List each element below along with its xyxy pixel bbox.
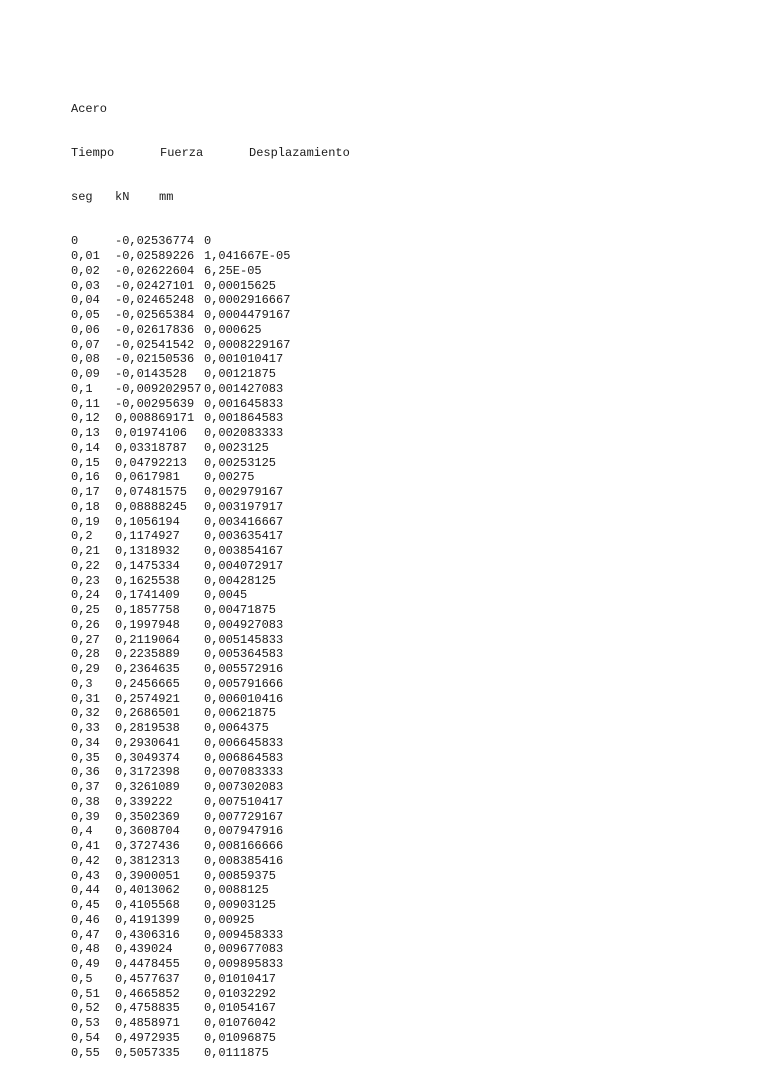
table-row (71, 987, 731, 1002)
cell-desplazamiento: 0,006645833 (204, 735, 284, 750)
table-row (71, 308, 731, 323)
cell-fuerza: -0,02427101 (115, 278, 195, 293)
cell-fuerza: -0,02536774 (115, 234, 195, 249)
table-row (71, 441, 731, 456)
table-row (71, 839, 731, 854)
column-headers (71, 146, 731, 161)
cell-desplazamiento: 0,007510417 (204, 794, 284, 809)
cell-fuerza: 0,3172398 (115, 765, 180, 780)
cell-tiempo: 0,54 (71, 1030, 100, 1045)
cell-desplazamiento: 0,005145833 (204, 632, 284, 647)
cell-desplazamiento: 0,00275 (204, 470, 255, 485)
cell-tiempo: 0,39 (71, 809, 100, 824)
cell-tiempo: 0,27 (71, 632, 100, 647)
cell-desplazamiento: 0,003416667 (204, 514, 284, 529)
cell-desplazamiento: 0,007947916 (204, 824, 284, 839)
table-row (71, 500, 731, 515)
cell-fuerza: 0,2574921 (115, 691, 180, 706)
cell-fuerza: 0,4191399 (115, 912, 180, 927)
cell-tiempo: 0,05 (71, 308, 100, 322)
cell-desplazamiento: 0,001864583 (204, 411, 284, 426)
cell-fuerza: 0,439024 (115, 942, 173, 957)
table-row (71, 662, 731, 677)
cell-tiempo: 0,44 (71, 883, 100, 898)
cell-tiempo: 0,3 (71, 676, 93, 691)
cell-tiempo: 0,15 (71, 455, 100, 470)
document-title: Acero (71, 101, 108, 116)
cell-desplazamiento: 0,0088125 (204, 883, 269, 898)
cell-tiempo: 0,18 (71, 499, 100, 514)
cell-tiempo: 0,2 (71, 529, 93, 544)
table-row (71, 706, 731, 721)
table-row (71, 293, 731, 308)
cell-fuerza: 0,339222 (115, 794, 173, 809)
cell-tiempo: 0,06 (71, 322, 100, 337)
cell-tiempo: 0,53 (71, 1016, 100, 1030)
cell-desplazamiento: 0,008166666 (204, 839, 284, 853)
cell-desplazamiento: 0,0004479167 (204, 308, 291, 322)
cell-tiempo: 0,12 (71, 411, 100, 426)
cell-desplazamiento: 0,007083333 (204, 765, 284, 780)
cell-desplazamiento: 0,00471875 (204, 603, 277, 617)
table-row (71, 913, 731, 928)
table-row (71, 633, 731, 648)
cell-tiempo: 0,16 (71, 470, 100, 485)
cell-desplazamiento: 0,009895833 (204, 957, 284, 971)
table-row (71, 1001, 731, 1016)
cell-tiempo: 0,11 (71, 396, 100, 411)
cell-fuerza: 0,03318787 (115, 440, 188, 455)
table-row (71, 795, 731, 810)
cell-tiempo: 0,09 (71, 367, 100, 381)
cell-fuerza: 0,1318932 (115, 544, 180, 558)
cell-desplazamiento: 0,009458333 (204, 927, 284, 942)
cell-desplazamiento: 0,006010416 (204, 691, 284, 706)
table-row (71, 810, 731, 825)
table-row (71, 883, 731, 898)
cell-tiempo: 0,41 (71, 839, 100, 853)
table-row (71, 588, 731, 603)
cell-fuerza: -0,02541542 (115, 337, 195, 352)
cell-desplazamiento: 0,003854167 (204, 544, 284, 558)
cell-fuerza: 0,1857758 (115, 603, 180, 617)
unit-seg: seg (71, 190, 93, 204)
cell-desplazamiento: 0,005364583 (204, 647, 284, 662)
cell-fuerza: 0,1625538 (115, 573, 180, 588)
cell-fuerza: 0,5057335 (115, 1045, 180, 1060)
cell-desplazamiento: 0,01032292 (204, 986, 277, 1001)
cell-desplazamiento: 0,009677083 (204, 942, 284, 957)
cell-fuerza: 0,1741409 (115, 588, 180, 603)
cell-desplazamiento: 0,003197917 (204, 499, 284, 514)
cell-fuerza: 0,07481575 (115, 485, 188, 499)
cell-tiempo: 0,13 (71, 426, 100, 440)
cell-fuerza: 0,1997948 (115, 617, 180, 632)
cell-fuerza: 0,4478455 (115, 957, 180, 971)
cell-fuerza: -0,02622604 (115, 263, 195, 278)
cell-tiempo: 0,34 (71, 735, 100, 750)
cell-tiempo: 0,48 (71, 942, 100, 957)
cell-tiempo: 0,02 (71, 263, 100, 278)
cell-desplazamiento: 0,005791666 (204, 676, 284, 691)
cell-tiempo: 0,45 (71, 898, 100, 912)
cell-fuerza: 0,3261089 (115, 780, 180, 794)
table-row (71, 426, 731, 441)
table-row (71, 1031, 731, 1046)
cell-desplazamiento: 0,01096875 (204, 1030, 277, 1045)
table-row (71, 485, 731, 500)
cell-desplazamiento: 0,004927083 (204, 617, 284, 632)
table-row (71, 972, 731, 987)
cell-tiempo: 0,43 (71, 868, 100, 883)
cell-tiempo: 0,04 (71, 293, 100, 308)
table-row (71, 751, 731, 766)
table-row (71, 397, 731, 412)
cell-fuerza: -0,02565384 (115, 308, 195, 322)
cell-fuerza: 0,4858971 (115, 1016, 180, 1030)
table-row (71, 470, 731, 485)
cell-tiempo: 0,4 (71, 824, 93, 839)
table-row (71, 544, 731, 559)
table-row (71, 869, 731, 884)
unit-row (71, 190, 731, 205)
table-row (71, 382, 731, 397)
cell-tiempo: 0,28 (71, 647, 100, 662)
cell-desplazamiento: 0,003635417 (204, 529, 284, 544)
cell-fuerza: 0,4013062 (115, 883, 180, 898)
data-listing (71, 72, 731, 1075)
cell-fuerza: 0,4665852 (115, 986, 180, 1001)
cell-tiempo: 0,37 (71, 780, 100, 794)
cell-fuerza: 0,4758835 (115, 1001, 180, 1016)
cell-fuerza: 0,0617981 (115, 470, 180, 485)
table-row (71, 854, 731, 869)
cell-tiempo: 0,25 (71, 603, 100, 617)
cell-tiempo: 0,08 (71, 352, 100, 367)
cell-tiempo: 0,21 (71, 544, 100, 558)
cell-fuerza: 0,2119064 (115, 632, 180, 647)
cell-desplazamiento: 0,00925 (204, 912, 255, 927)
cell-fuerza: 0,04792213 (115, 455, 188, 470)
cell-fuerza: 0,01974106 (115, 426, 188, 440)
table-row (71, 367, 731, 382)
cell-tiempo: 0,01 (71, 249, 100, 263)
cell-tiempo: 0,33 (71, 721, 100, 735)
cell-fuerza: 0,4972935 (115, 1030, 180, 1045)
cell-fuerza: 0,2686501 (115, 706, 180, 721)
cell-tiempo: 0,42 (71, 853, 100, 868)
cell-tiempo: 0,31 (71, 691, 100, 706)
cell-tiempo: 0,26 (71, 617, 100, 632)
header-fuerza: Fuerza (160, 145, 204, 160)
table-row (71, 957, 731, 972)
table-row (71, 780, 731, 795)
unit-kn: kN (115, 190, 130, 204)
cell-tiempo: 0,32 (71, 706, 100, 721)
cell-desplazamiento: 0,007729167 (204, 809, 284, 824)
cell-fuerza: 0,3502369 (115, 809, 180, 824)
cell-fuerza: -0,02589226 (115, 249, 195, 263)
cell-fuerza: 0,4577637 (115, 971, 180, 986)
table-row (71, 603, 731, 618)
table-row (71, 1016, 731, 1031)
cell-fuerza: 0,1174927 (115, 529, 180, 544)
cell-fuerza: 0,2235889 (115, 647, 180, 662)
cell-fuerza: 0,3049374 (115, 750, 180, 765)
cell-tiempo: 0,03 (71, 278, 100, 293)
cell-fuerza: 0,4105568 (115, 898, 180, 912)
cell-tiempo: 0,07 (71, 337, 100, 352)
cell-fuerza: 0,008869171 (115, 411, 195, 426)
cell-fuerza: -0,00295639 (115, 396, 195, 411)
cell-fuerza: -0,02150536 (115, 352, 195, 367)
table-row (71, 692, 731, 707)
cell-fuerza: 0,2930641 (115, 735, 180, 750)
cell-tiempo: 0,38 (71, 794, 100, 809)
cell-desplazamiento: 6,25E-05 (204, 263, 262, 278)
cell-desplazamiento: 0,01010417 (204, 971, 277, 986)
table-row (71, 249, 731, 264)
cell-desplazamiento: 0,005572916 (204, 662, 284, 676)
cell-fuerza: -0,02465248 (115, 293, 195, 308)
table-row (71, 559, 731, 574)
cell-desplazamiento: 0,000625 (204, 322, 262, 337)
table-row (71, 574, 731, 589)
cell-desplazamiento: 0,00015625 (204, 278, 277, 293)
cell-tiempo: 0,1 (71, 381, 93, 396)
cell-fuerza: 0,3812313 (115, 853, 180, 868)
cell-tiempo: 0,49 (71, 957, 100, 971)
cell-desplazamiento: 0,002979167 (204, 485, 284, 499)
cell-desplazamiento: 0,002083333 (204, 426, 284, 440)
cell-desplazamiento: 0 (204, 234, 212, 249)
table-row (71, 411, 731, 426)
cell-tiempo: 0,5 (71, 971, 93, 986)
cell-desplazamiento: 0,00621875 (204, 706, 277, 721)
cell-tiempo: 0,23 (71, 573, 100, 588)
table-row (71, 721, 731, 736)
cell-tiempo: 0,36 (71, 765, 100, 780)
cell-desplazamiento: 0,0008229167 (204, 337, 291, 352)
cell-tiempo: 0,19 (71, 514, 100, 529)
table-row (71, 1046, 731, 1061)
cell-desplazamiento: 0,007302083 (204, 780, 284, 794)
cell-fuerza: 0,3900051 (115, 868, 180, 883)
table-row (71, 898, 731, 913)
table-row (71, 323, 731, 338)
table-row (71, 677, 731, 692)
table-row (71, 264, 731, 279)
cell-desplazamiento: 0,0023125 (204, 440, 269, 455)
table-row (71, 647, 731, 662)
cell-desplazamiento: 0,00859375 (204, 868, 277, 883)
table-row (71, 618, 731, 633)
cell-fuerza: -0,009202957 (115, 381, 202, 396)
cell-desplazamiento: 0,0002916667 (204, 293, 291, 308)
table-row (71, 529, 731, 544)
cell-tiempo: 0,22 (71, 558, 100, 573)
cell-fuerza: 0,3608704 (115, 824, 180, 839)
cell-desplazamiento: 0,008385416 (204, 853, 284, 868)
cell-desplazamiento: 0,00121875 (204, 367, 277, 381)
cell-desplazamiento: 1,041667E-05 (204, 249, 291, 263)
cell-desplazamiento: 0,0045 (204, 588, 248, 603)
cell-desplazamiento: 0,001427083 (204, 381, 284, 396)
cell-fuerza: 0,2819538 (115, 721, 180, 735)
cell-tiempo: 0,29 (71, 662, 100, 676)
cell-desplazamiento: 0,006864583 (204, 750, 284, 765)
cell-tiempo: 0 (71, 234, 79, 249)
cell-tiempo: 0,46 (71, 912, 100, 927)
cell-desplazamiento: 0,004072917 (204, 558, 284, 573)
table-row (71, 515, 731, 530)
table-row (71, 234, 731, 249)
cell-fuerza: 0,08888245 (115, 499, 188, 514)
cell-tiempo: 0,51 (71, 986, 100, 1001)
table-row (71, 352, 731, 367)
cell-tiempo: 0,55 (71, 1045, 100, 1060)
table-row (71, 824, 731, 839)
cell-fuerza: 0,2456665 (115, 676, 180, 691)
cell-tiempo: 0,52 (71, 1001, 100, 1016)
data-rows (71, 234, 731, 1060)
cell-tiempo: 0,47 (71, 927, 100, 942)
cell-desplazamiento: 0,00903125 (204, 898, 277, 912)
cell-desplazamiento: 0,001010417 (204, 352, 284, 367)
table-row (71, 928, 731, 943)
cell-desplazamiento: 0,001645833 (204, 396, 284, 411)
cell-fuerza: 0,4306316 (115, 927, 180, 942)
table-row (71, 279, 731, 294)
cell-desplazamiento: 0,01054167 (204, 1001, 277, 1016)
table-row (71, 942, 731, 957)
header-tiempo: Tiempo (71, 145, 115, 160)
table-row (71, 736, 731, 751)
cell-desplazamiento: 0,00253125 (204, 455, 277, 470)
cell-desplazamiento: 0,0111875 (204, 1045, 269, 1060)
cell-tiempo: 0,14 (71, 440, 100, 455)
cell-tiempo: 0,24 (71, 588, 100, 603)
header-desplazamiento: Desplazamiento (249, 145, 350, 160)
cell-tiempo: 0,17 (71, 485, 100, 499)
cell-fuerza: 0,3727436 (115, 839, 180, 853)
cell-fuerza: -0,02617836 (115, 322, 195, 337)
cell-fuerza: 0,1056194 (115, 514, 180, 529)
cell-fuerza: 0,2364635 (115, 662, 180, 676)
table-row (71, 338, 731, 353)
table-row (71, 765, 731, 780)
cell-fuerza: -0,0143528 (115, 367, 188, 381)
cell-desplazamiento: 0,0064375 (204, 721, 269, 735)
table-row (71, 456, 731, 471)
cell-fuerza: 0,1475334 (115, 558, 180, 573)
cell-tiempo: 0,35 (71, 750, 100, 765)
cell-desplazamiento: 0,01076042 (204, 1016, 277, 1030)
cell-desplazamiento: 0,00428125 (204, 573, 277, 588)
unit-mm: mm (159, 190, 174, 204)
